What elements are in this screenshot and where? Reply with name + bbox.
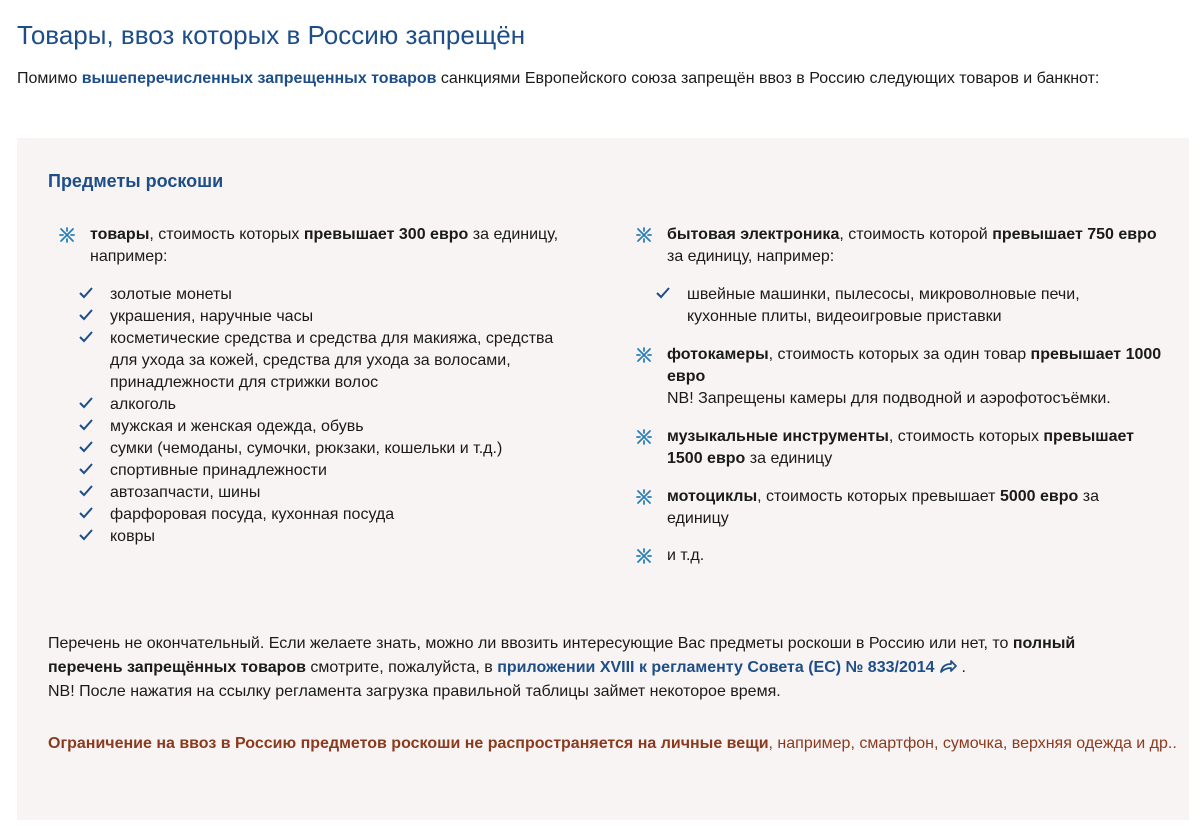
- electronics-examples-list: [654, 284, 1114, 328]
- page-title: Товары, ввоз которых в Россию запрещён: [17, 20, 526, 50]
- motorcycles-item: мотоциклы, стоимость которых превышает 5000 евро за единицу: [667, 488, 1099, 527]
- list-item: косметические средства и средства для макияжа, средства для ухода за кожей, средства для ухода за волосами, принадлежности для стрижки волос: [77, 328, 557, 394]
- list-item: украшения, наручные часы: [77, 306, 557, 328]
- item-text-line2: например:: [90, 248, 168, 265]
- list-item: сумки (чемоданы, сумочки, рюкзаки, кошельки и т.д.): [77, 438, 557, 460]
- nb-note: NB! После нажатия на ссылку регламента загрузка правильной таблицы займет некоторое время.: [48, 683, 781, 700]
- checkmark-icon: [79, 287, 93, 299]
- list-item: автозапчасти, шины: [77, 482, 557, 504]
- list-item: золотые монеты: [77, 284, 557, 306]
- regulation-annex-link[interactable]: приложении XVIII к регламенту Совета (ЕС) № 833/2014: [497, 659, 935, 676]
- item-text: , стоимость которых: [149, 226, 304, 243]
- snowflake-bullet-icon: [636, 548, 652, 564]
- checkmark-icon: [79, 507, 93, 519]
- list-item: алкоголь: [77, 394, 557, 416]
- snowflake-bullet-icon: [59, 227, 75, 243]
- electronics-item: бытовая электроника, стоимость которой превышает 750 евро за единицу, например:: [667, 226, 1157, 265]
- cameras-item: фотокамеры, стоимость которых за один товар превышает 1000 евро NB! Запрещены камеры для подводной и аэрофотосъёмки.: [667, 346, 1162, 407]
- list-item: швейные машинки, пылесосы, микроволновые печи, кухонные плиты, видеоигровые приставки: [654, 284, 1114, 328]
- list-item: фарфоровая посуда, кухонная посуда: [77, 504, 557, 526]
- luxury-examples-list: [77, 284, 557, 548]
- checkmark-icon: [656, 287, 670, 299]
- luxury-goods-panel: [17, 138, 1189, 820]
- section-heading: Предметы роскоши: [48, 171, 224, 191]
- checkmark-icon: [79, 397, 93, 409]
- item-text-end: за единицу,: [468, 226, 559, 243]
- intro-paragraph: [17, 68, 1099, 90]
- checkmark-icon: [79, 331, 93, 343]
- checkmark-icon: [79, 529, 93, 541]
- checkmark-icon: [79, 485, 93, 497]
- snowflake-bullet-icon: [636, 429, 652, 445]
- snowflake-bullet-icon: [636, 347, 652, 363]
- prohibited-goods-link[interactable]: вышеперечисленных запрещенных товаров: [81, 70, 437, 87]
- list-item: мужская и женская одежда, обувь: [77, 416, 557, 438]
- item-bold: товары: [90, 226, 150, 243]
- checkmark-icon: [79, 441, 93, 453]
- personal-items-note: Ограничение на ввоз в Россию предметов роскоши не распространяется на личные вещи, например, смартфон, сумочка, верхняя одежда и др..: [48, 735, 1177, 752]
- luxury-goods-item: [90, 224, 570, 268]
- intro-text-before: Помимо: [17, 70, 82, 87]
- snowflake-bullet-icon: [636, 489, 652, 505]
- checkmark-icon: [79, 419, 93, 431]
- music-instruments-item: музыкальные инструменты, стоимость которых превышает 1500 евро за единицу: [667, 428, 1134, 467]
- list-item: ковры: [77, 526, 557, 548]
- checkmark-icon: [79, 309, 93, 321]
- etc-item: и т.д.: [667, 547, 705, 564]
- list-item: спортивные принадлежности: [77, 460, 557, 482]
- intro-text-after: санкциями Европейского союза запрещён ввоз в Россию следующих товаров и банкнот:: [436, 70, 1100, 87]
- snowflake-bullet-icon: [636, 227, 652, 243]
- list-note: Перечень не окончательный. Если желаете знать, можно ли ввозить интересующие Вас предметы роскоши в Россию или нет, то полный перечень запрещённых товаров смотрите, пожалуйста, в приложении XVIII к регламенту Совета (ЕС) № 833/2014 . NB! После нажатия на ссылку регламента загрузка правильной таблицы займет некоторое время.: [48, 635, 1076, 700]
- item-price: превышает 300 евро: [303, 226, 469, 243]
- external-link-icon[interactable]: [939, 659, 957, 673]
- checkmark-icon: [79, 463, 93, 475]
